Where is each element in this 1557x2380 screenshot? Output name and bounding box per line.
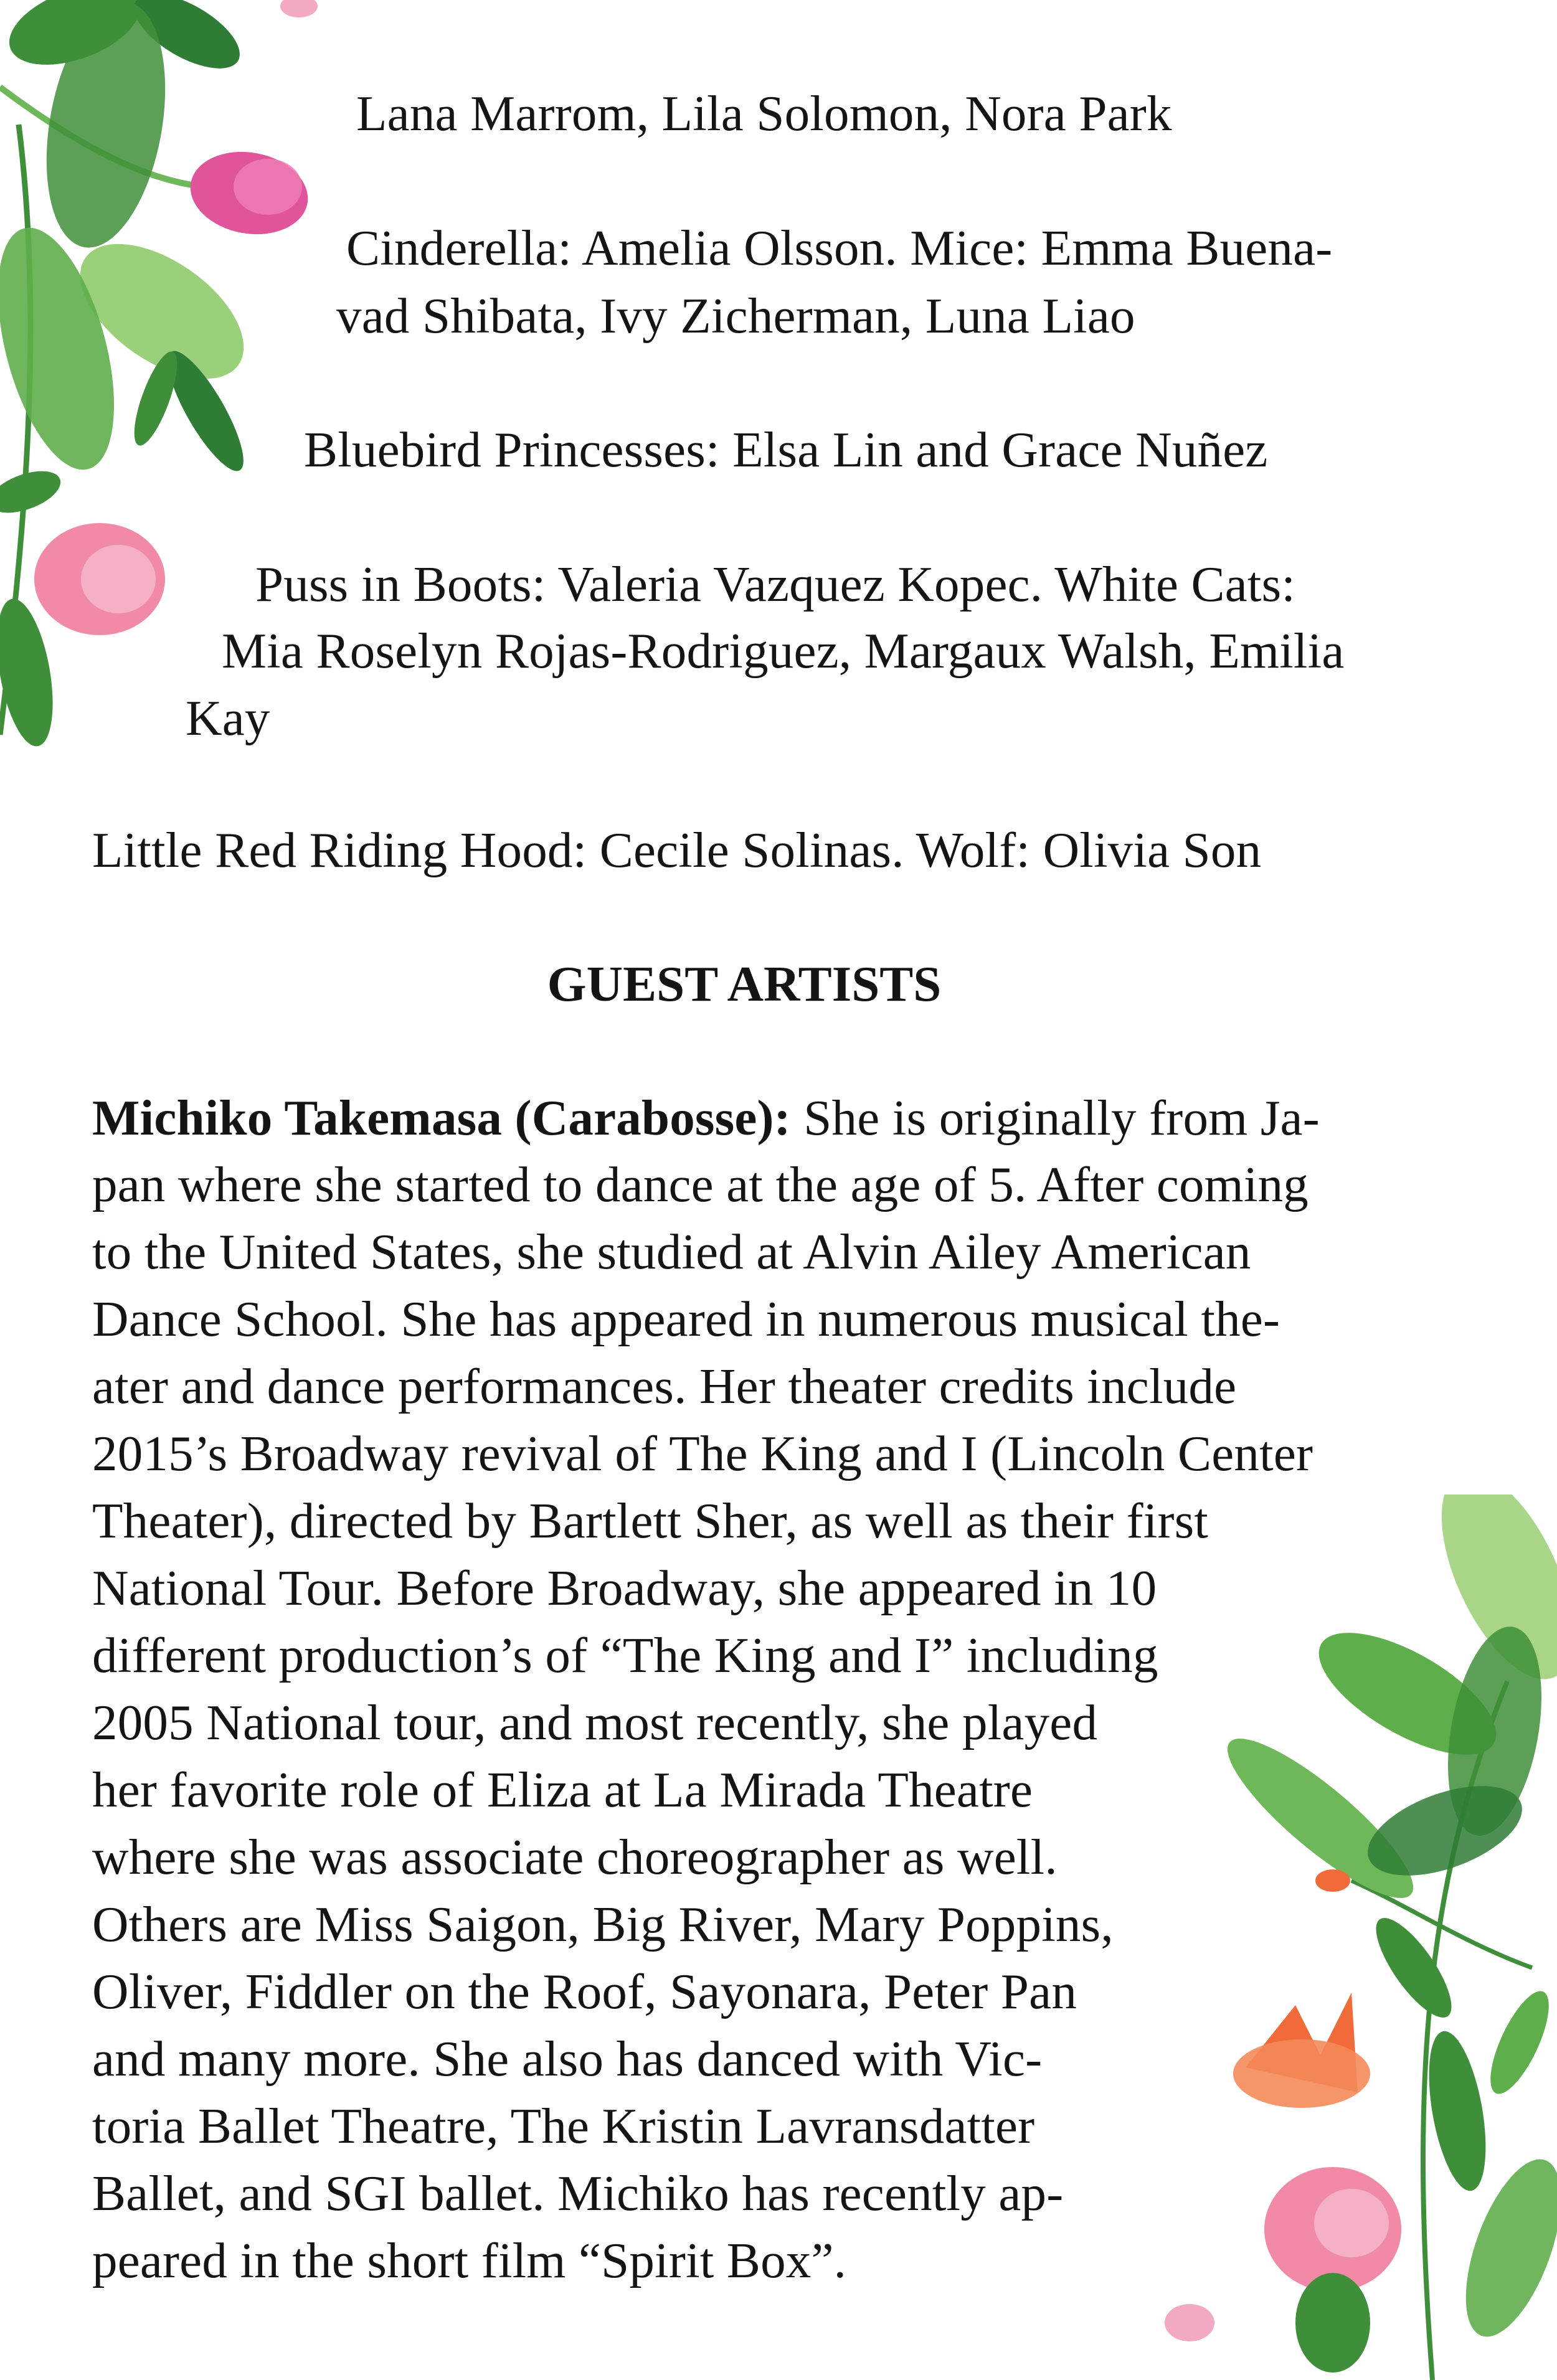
bio-line: where she was associate choreographer as well. — [92, 1829, 1058, 1885]
cast-line: Bluebird Princesses: Elsa Lin and Grace Nuñez — [304, 422, 1268, 478]
bio-text: She is originally from Ja- — [790, 1090, 1320, 1146]
cast-line: Kay — [186, 690, 270, 746]
bio-first-line — [92, 1090, 1320, 1146]
bio-line: peared in the short film “Spirit Box”. — [92, 2232, 847, 2288]
bio-line: different production’s of “The King and I” including — [92, 1627, 1158, 1683]
bio-line: her favorite role of Eliza at La Mirada Theatre — [92, 1762, 1033, 1818]
cast-line: Puss in Boots: Valeria Vazquez Kopec. White Cats: — [255, 556, 1296, 612]
bio-line: ater and dance performances. Her theater credits include — [92, 1358, 1237, 1414]
bio-line: Theater), directed by Bartlett Sher, as well as their first — [92, 1493, 1209, 1549]
bio-line: Ballet, and SGI ballet. Michiko has recently ap- — [92, 2165, 1064, 2221]
bio-line: and many more. She also has danced with Vic- — [92, 2031, 1043, 2087]
bio-line: National Tour. Before Broadway, she appeared in 10 — [92, 1560, 1157, 1616]
bio-line: 2005 National tour, and most recently, she played — [92, 1694, 1098, 1750]
bio-line: pan where she started to dance at the age of 5. After coming — [92, 1156, 1309, 1212]
bio-line: toria Ballet Theatre, The Kristin Lavransdatter — [92, 2098, 1035, 2154]
cast-line: vad Shibata, Ivy Zicherman, Luna Liao — [336, 288, 1135, 344]
section-heading: GUEST ARTISTS — [547, 956, 942, 1012]
bio-line: Dance School. She has appeared in numerous musical the- — [92, 1291, 1280, 1347]
bio-line: 2015’s Broadway revival of The King and I (Lincoln Center — [92, 1425, 1313, 1481]
cast-line: Cinderella: Amelia Olsson. Mice: Emma Buena- — [346, 220, 1333, 276]
cast-line: Little Red Riding Hood: Cecile Solinas. Wolf: Olivia Son — [92, 822, 1262, 878]
bio-line: Oliver, Fiddler on the Roof, Sayonara, Peter Pan — [92, 1963, 1077, 2019]
cast-line: Lana Marrom, Lila Solomon, Nora Park — [356, 85, 1172, 141]
artist-name: Michiko Takemasa (Carabosse): — [92, 1090, 791, 1146]
bio-line: Others are Miss Saigon, Big River, Mary Poppins, — [92, 1896, 1114, 1952]
bio-line: to the United States, she studied at Alvin Ailey American — [92, 1224, 1251, 1280]
cast-line: Mia Roselyn Rojas-Rodriguez, Margaux Walsh, Emilia — [222, 623, 1345, 679]
